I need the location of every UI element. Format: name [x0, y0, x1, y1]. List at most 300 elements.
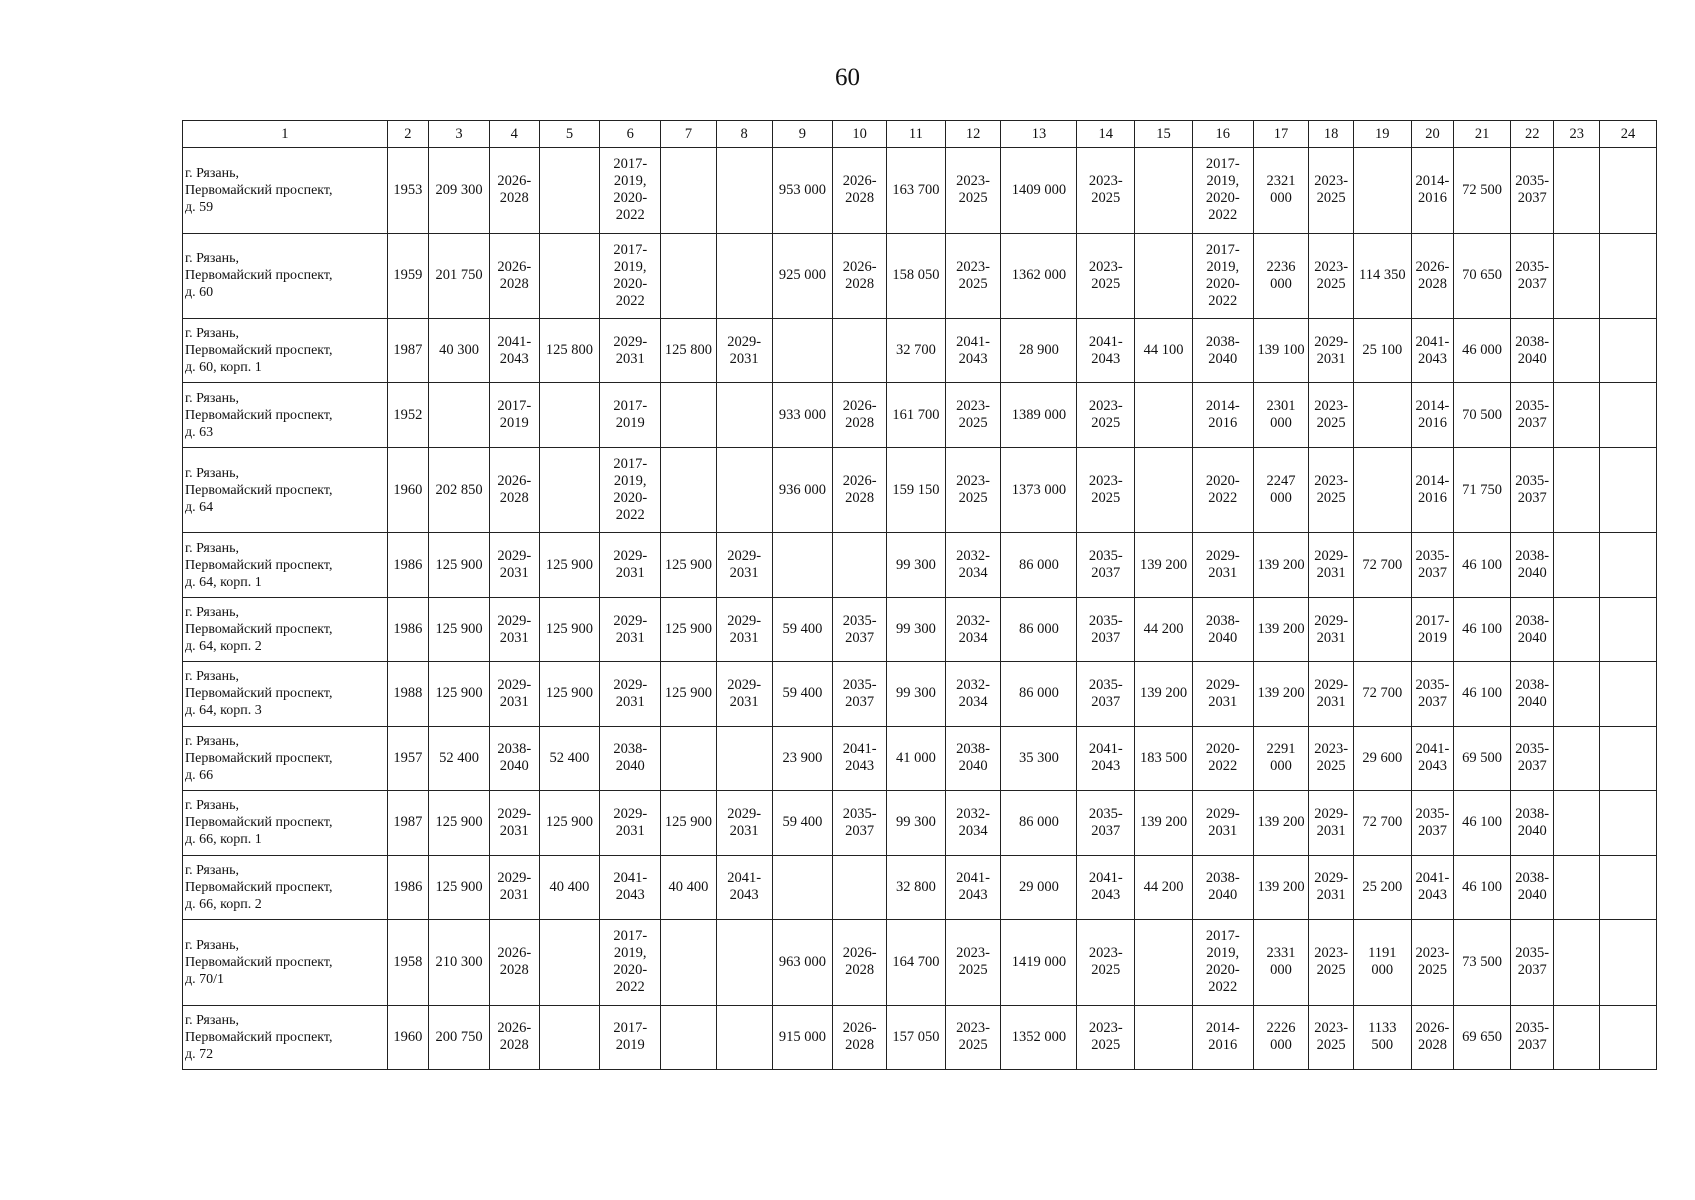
table-cell: [1192, 233, 1253, 319]
table-cell: [1135, 855, 1193, 919]
table-cell: [429, 148, 490, 234]
cell-text: 925 000: [778, 267, 826, 284]
cell-text: 52 400: [549, 749, 590, 766]
address-cell: [183, 726, 388, 790]
table-cell: [661, 662, 717, 726]
cell-text: 2023- 2025: [1314, 473, 1349, 507]
cell-text: 1987: [393, 814, 423, 831]
table-cell: [1135, 383, 1193, 447]
table-cell: [1192, 148, 1253, 234]
column-header: 19: [1353, 121, 1411, 148]
table-cell: [1411, 319, 1454, 383]
address-cell: [183, 1005, 388, 1070]
address-cell: [183, 319, 388, 383]
cell-text: 125 900: [664, 814, 713, 831]
cell-text: 2032- 2034: [956, 612, 991, 646]
cell-text: 2029- 2031: [1205, 805, 1240, 839]
table-cell: [772, 1005, 833, 1070]
table-body: [183, 148, 1657, 1070]
table-cell: [945, 597, 1001, 661]
cell-text: 2029- 2031: [613, 612, 648, 646]
cell-text: г. Рязань, Первомайский проспект, д. 60, корп. 1: [185, 326, 333, 376]
cell-text: 40 300: [439, 342, 479, 359]
cell-text: 2035- 2037: [1515, 398, 1550, 432]
table-cell: [489, 726, 539, 790]
table-cell: [1077, 920, 1135, 1006]
cell-text: г. Рязань, Первомайский проспект, д. 64: [185, 465, 333, 515]
table-row: [183, 447, 1657, 533]
cell-text: 29 000: [1019, 878, 1059, 895]
table-cell: [1253, 791, 1309, 855]
table-cell: [945, 383, 1001, 447]
cell-text: 2041- 2043: [727, 870, 762, 904]
cell-text: 2041- 2043: [1415, 870, 1450, 904]
table-cell: [539, 855, 600, 919]
table-row: [183, 855, 1657, 919]
table-cell: [387, 726, 429, 790]
cell-text: 40 400: [668, 878, 709, 895]
table-cell: [945, 791, 1001, 855]
table-cell: [716, 148, 772, 234]
table-cell: [1253, 662, 1309, 726]
cell-text: 2026- 2028: [497, 945, 532, 979]
table-cell: [1454, 920, 1511, 1006]
table-cell: [1001, 233, 1077, 319]
cell-text: 2035- 2037: [1415, 548, 1450, 582]
table-cell: [1353, 319, 1411, 383]
table-cell: [1309, 447, 1354, 533]
table-row: [183, 791, 1657, 855]
cell-text: 44 200: [1143, 621, 1184, 638]
cell-text: 52 400: [439, 749, 479, 766]
cell-text: 2023- 2025: [1314, 1020, 1349, 1054]
table-cell: [1135, 662, 1193, 726]
cell-text: 25 100: [1362, 342, 1403, 359]
cell-text: 953 000: [778, 181, 826, 198]
cell-text: 125 900: [435, 685, 483, 702]
table-cell: [539, 233, 600, 319]
table-cell: [716, 662, 772, 726]
table-cell: [1192, 855, 1253, 919]
table-cell: [887, 662, 946, 726]
cell-text: 86 000: [1019, 621, 1059, 638]
table-cell: [1192, 383, 1253, 447]
cell-text: 200 750: [435, 1028, 483, 1045]
cell-text: 2038- 2040: [1205, 870, 1240, 904]
cell-text: 2035- 2037: [842, 805, 877, 839]
table-cell: [661, 726, 717, 790]
table-cell: [429, 447, 490, 533]
cell-text: 125 800: [545, 342, 594, 359]
cell-text: 139 200: [1257, 878, 1305, 895]
cell-text: 2017- 2019, 2020- 2022: [613, 456, 648, 524]
table-cell: [833, 533, 887, 597]
cell-text: 2014- 2016: [1205, 1020, 1240, 1054]
cell-text: 2032- 2034: [956, 676, 991, 710]
table-cell: [1001, 148, 1077, 234]
table-cell: [887, 533, 946, 597]
cell-text: 2026- 2028: [497, 173, 532, 207]
table-cell: [539, 319, 600, 383]
table-cell: [1454, 533, 1511, 597]
table-cell: [1510, 920, 1554, 1006]
cell-text: г. Рязань, Первомайский проспект, д. 72: [185, 1012, 333, 1062]
table-cell: [945, 855, 1001, 919]
cell-text: 2029- 2031: [613, 548, 648, 582]
table-cell: [429, 597, 490, 661]
cell-text: 125 900: [664, 621, 713, 638]
cell-text: 69 650: [1462, 1028, 1503, 1045]
table-cell: [1600, 148, 1657, 234]
cell-text: 161 700: [892, 406, 940, 423]
cell-text: 2041- 2043: [497, 333, 532, 367]
table-cell: [539, 533, 600, 597]
table-cell: [945, 533, 1001, 597]
table-cell: [387, 791, 429, 855]
cell-text: 99 300: [895, 621, 936, 638]
table-cell: [1077, 597, 1135, 661]
table-cell: [600, 148, 661, 234]
cell-text: 1960: [393, 481, 423, 498]
data-table: [182, 120, 1657, 1070]
cell-text: 1988: [393, 685, 423, 702]
cell-text: 114 350: [1359, 267, 1406, 284]
table-cell: [1192, 447, 1253, 533]
table-cell: [887, 233, 946, 319]
cell-text: 125 800: [664, 342, 713, 359]
table-cell: [387, 597, 429, 661]
table-cell: [1135, 447, 1193, 533]
cell-text: 2041- 2043: [842, 741, 877, 775]
table-cell: [600, 447, 661, 533]
cell-text: 2017- 2019, 2020- 2022: [1205, 241, 1240, 309]
table-cell: [1600, 597, 1657, 661]
table-cell: [1353, 148, 1411, 234]
table-cell: [1001, 1005, 1077, 1070]
table-cell: [1353, 233, 1411, 319]
cell-text: 2026- 2028: [842, 473, 877, 507]
table-cell: [1077, 1005, 1135, 1070]
table-cell: [1411, 855, 1454, 919]
table-cell: [489, 533, 539, 597]
cell-text: 2041- 2043: [956, 870, 991, 904]
cell-text: г. Рязань, Первомайский проспект, д. 66: [185, 733, 333, 783]
column-header: 10: [833, 121, 887, 148]
cell-text: г. Рязань, Первомайский проспект, д. 64, корп. 3: [185, 669, 333, 719]
cell-text: 2023- 2025: [1088, 1020, 1123, 1054]
table-cell: [539, 1005, 600, 1070]
cell-text: 2029- 2031: [1314, 333, 1349, 367]
table-cell: [1454, 662, 1511, 726]
cell-text: 125 900: [435, 878, 483, 895]
table-cell: [1077, 148, 1135, 234]
table-cell: [772, 662, 833, 726]
table-cell: [1600, 383, 1657, 447]
table-cell: [833, 447, 887, 533]
cell-text: 2035- 2037: [1088, 676, 1123, 710]
table-cell: [772, 319, 833, 383]
cell-text: 2041- 2043: [1415, 741, 1450, 775]
table-cell: [1135, 726, 1193, 790]
cell-text: 125 900: [545, 621, 594, 638]
table-cell: [772, 920, 833, 1006]
cell-text: 2038- 2040: [1515, 870, 1550, 904]
column-header: 16: [1192, 121, 1253, 148]
table-cell: [716, 383, 772, 447]
table-cell: [716, 726, 772, 790]
cell-text: 1352 000: [1011, 1028, 1067, 1045]
table-cell: [600, 233, 661, 319]
table-cell: [1192, 726, 1253, 790]
cell-text: 2026- 2028: [497, 258, 532, 292]
cell-text: 2026- 2028: [842, 173, 877, 207]
table-cell: [1411, 148, 1454, 234]
cell-text: 1952: [393, 406, 423, 423]
table-cell: [1554, 1005, 1600, 1070]
table-cell: [539, 383, 600, 447]
table-cell: [1353, 447, 1411, 533]
table-cell: [429, 533, 490, 597]
table-cell: [833, 383, 887, 447]
table-cell: [945, 662, 1001, 726]
cell-text: 2017- 2019, 2020- 2022: [1205, 928, 1240, 996]
table-cell: [1077, 447, 1135, 533]
cell-text: 2029- 2031: [1314, 612, 1349, 646]
cell-text: 99 300: [895, 814, 936, 831]
table-cell: [1510, 597, 1554, 661]
cell-text: 2029- 2031: [727, 612, 762, 646]
table-cell: [1411, 597, 1454, 661]
table-row: [183, 148, 1657, 234]
cell-text: 201 750: [435, 267, 483, 284]
column-header: 15: [1135, 121, 1193, 148]
cell-text: 2038- 2040: [1515, 548, 1550, 582]
cell-text: 139 100: [1257, 342, 1305, 359]
cell-text: 2035- 2037: [842, 612, 877, 646]
cell-text: 1953: [393, 181, 423, 198]
table-cell: [387, 855, 429, 919]
table-cell: [945, 233, 1001, 319]
table-cell: [716, 597, 772, 661]
table-cell: [489, 1005, 539, 1070]
table-cell: [887, 319, 946, 383]
table-cell: [600, 855, 661, 919]
cell-text: 125 900: [435, 814, 483, 831]
table-cell: [716, 319, 772, 383]
cell-text: 2014- 2016: [1415, 173, 1450, 207]
table-cell: [489, 662, 539, 726]
table-cell: [1309, 726, 1354, 790]
table-cell: [772, 597, 833, 661]
table-row: [183, 383, 1657, 447]
cell-text: г. Рязань, Первомайский проспект, д. 63: [185, 390, 333, 440]
table-cell: [489, 597, 539, 661]
cell-text: 2023- 2025: [956, 173, 991, 207]
table-cell: [1001, 319, 1077, 383]
column-header: 21: [1454, 121, 1511, 148]
table-cell: [833, 148, 887, 234]
table-cell: [1253, 319, 1309, 383]
cell-text: 86 000: [1019, 556, 1059, 573]
cell-text: 2026- 2028: [842, 945, 877, 979]
table-cell: [489, 855, 539, 919]
address-cell: [183, 447, 388, 533]
cell-text: г. Рязань, Первомайский проспект, д. 60: [185, 251, 333, 301]
table-cell: [429, 920, 490, 1006]
table-cell: [1600, 447, 1657, 533]
header-row: [183, 121, 1657, 148]
table-cell: [772, 855, 833, 919]
address-cell: [183, 920, 388, 1006]
table-cell: [772, 383, 833, 447]
cell-text: 2035- 2037: [1515, 258, 1550, 292]
cell-text: 2014- 2016: [1415, 473, 1450, 507]
table-cell: [1600, 1005, 1657, 1070]
cell-text: 139 200: [1257, 556, 1305, 573]
table-cell: [1192, 319, 1253, 383]
cell-text: 2038- 2040: [1205, 612, 1240, 646]
cell-text: 209 300: [435, 181, 483, 198]
cell-text: 933 000: [778, 406, 826, 423]
table-cell: [716, 533, 772, 597]
cell-text: 2023- 2025: [1088, 473, 1123, 507]
table-cell: [1554, 383, 1600, 447]
table-cell: [387, 383, 429, 447]
table-cell: [1454, 148, 1511, 234]
table-cell: [661, 1005, 717, 1070]
cell-text: 46 000: [1462, 342, 1503, 359]
table-row: [183, 319, 1657, 383]
cell-text: 139 200: [1139, 556, 1188, 573]
table-cell: [1077, 383, 1135, 447]
table-cell: [772, 148, 833, 234]
table-cell: [772, 533, 833, 597]
cell-text: 2035- 2037: [1515, 473, 1550, 507]
table-cell: [833, 855, 887, 919]
cell-text: 2035- 2037: [1088, 548, 1123, 582]
cell-text: 2017- 2019, 2020- 2022: [1205, 156, 1240, 224]
cell-text: 2029- 2031: [1205, 676, 1240, 710]
table-cell: [1135, 148, 1193, 234]
cell-text: 2038- 2040: [1205, 333, 1240, 367]
cell-text: 2023- 2025: [1088, 398, 1123, 432]
cell-text: 1419 000: [1011, 953, 1067, 970]
cell-text: 2032- 2034: [956, 548, 991, 582]
table-cell: [1411, 920, 1454, 1006]
table-cell: [887, 597, 946, 661]
cell-text: 2321 000: [1266, 173, 1296, 207]
table-row: [183, 662, 1657, 726]
table-row: [183, 597, 1657, 661]
column-header: 14: [1077, 121, 1135, 148]
table-cell: [1600, 233, 1657, 319]
cell-text: 2029- 2031: [613, 676, 648, 710]
table-cell: [1001, 920, 1077, 1006]
table-cell: [600, 597, 661, 661]
cell-text: 2029- 2031: [1205, 548, 1240, 582]
column-header: 24: [1600, 121, 1657, 148]
column-header: 9: [772, 121, 833, 148]
table-cell: [1454, 1005, 1511, 1070]
cell-text: 2026- 2028: [497, 1020, 532, 1054]
cell-text: г. Рязань, Первомайский проспект, д. 66, корп. 2: [185, 862, 333, 912]
cell-text: 72 500: [1462, 181, 1503, 198]
table-cell: [600, 319, 661, 383]
table-cell: [489, 791, 539, 855]
cell-text: 44 100: [1143, 342, 1184, 359]
cell-text: 2023- 2025: [1314, 398, 1349, 432]
table-cell: [1411, 383, 1454, 447]
table-cell: [945, 726, 1001, 790]
table-cell: [716, 791, 772, 855]
table-cell: [600, 1005, 661, 1070]
column-header: 11: [887, 121, 946, 148]
cell-text: 139 200: [1257, 621, 1305, 638]
cell-text: 2017- 2019: [497, 398, 532, 432]
cell-text: 2035- 2037: [1415, 805, 1450, 839]
table-cell: [661, 597, 717, 661]
table-cell: [600, 791, 661, 855]
table-cell: [772, 447, 833, 533]
table-cell: [1309, 148, 1354, 234]
cell-text: 2041- 2043: [613, 870, 648, 904]
cell-text: 86 000: [1019, 814, 1059, 831]
table-cell: [1001, 791, 1077, 855]
table-cell: [661, 383, 717, 447]
address-cell: [183, 383, 388, 447]
cell-text: 2029- 2031: [727, 333, 762, 367]
cell-text: 2023- 2025: [956, 258, 991, 292]
table-cell: [1253, 920, 1309, 1006]
cell-text: 2035- 2037: [1515, 173, 1550, 207]
table-cell: [489, 447, 539, 533]
table-cell: [1309, 920, 1354, 1006]
cell-text: 2035- 2037: [1515, 741, 1550, 775]
table-cell: [600, 662, 661, 726]
cell-text: 2023- 2025: [956, 473, 991, 507]
table-cell: [1077, 726, 1135, 790]
table-cell: [1510, 533, 1554, 597]
cell-text: 86 000: [1019, 685, 1059, 702]
table-cell: [887, 1005, 946, 1070]
table-cell: [1411, 662, 1454, 726]
table-cell: [833, 319, 887, 383]
column-header: 7: [661, 121, 717, 148]
column-header: 2: [387, 121, 429, 148]
table-cell: [887, 791, 946, 855]
table-cell: [1600, 920, 1657, 1006]
table-cell: [1411, 791, 1454, 855]
table-cell: [716, 1005, 772, 1070]
table-cell: [600, 920, 661, 1006]
cell-text: г. Рязань, Первомайский проспект, д. 59: [185, 165, 333, 215]
cell-text: 2029- 2031: [497, 870, 532, 904]
table-cell: [1253, 383, 1309, 447]
table-cell: [1554, 447, 1600, 533]
table-cell: [1135, 319, 1193, 383]
column-header: 8: [716, 121, 772, 148]
table-cell: [1253, 233, 1309, 319]
cell-text: 125 900: [435, 556, 483, 573]
cell-text: 1957: [393, 749, 423, 766]
cell-text: 2023- 2025: [1088, 173, 1123, 207]
table-cell: [1554, 920, 1600, 1006]
column-header: 13: [1001, 121, 1077, 148]
cell-text: 2029- 2031: [497, 805, 532, 839]
table-cell: [716, 855, 772, 919]
cell-text: 2017- 2019: [1415, 612, 1450, 646]
table-cell: [1554, 662, 1600, 726]
